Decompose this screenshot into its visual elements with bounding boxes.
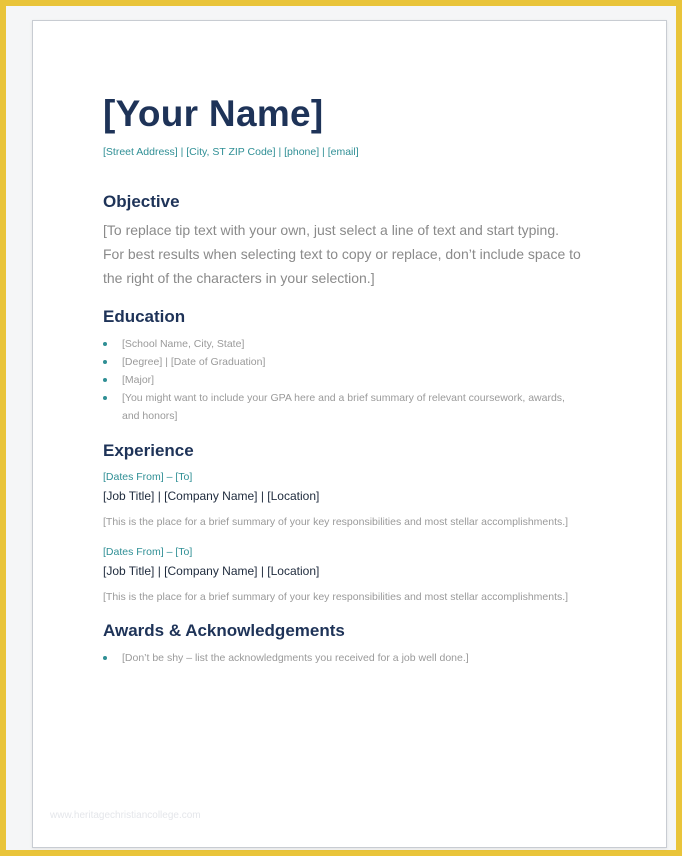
- contact-line[interactable]: [Street Address] | [City, ST ZIP Code] | [phone] | [email]: [103, 146, 359, 158]
- education-item-text: [You might want to include your GPA here and a brief summary of relevant coursework, awards, and honors]: [122, 392, 565, 422]
- job-summary[interactable]: [This is the place for a brief summary of your key responsibilities and most stellar accomplishments.]: [103, 516, 569, 528]
- bullet-icon: [103, 360, 107, 364]
- watermark-text: www.heritagechristiancollege.com: [50, 810, 201, 821]
- experience-entry: [103, 545, 583, 606]
- education-item-text: [Major]: [122, 374, 155, 386]
- education-item-text: [Degree] | [Date of Graduation]: [122, 356, 266, 368]
- awards-item-text: [Don’t be shy – list the acknowledgments you received for a job well done.]: [122, 652, 469, 664]
- job-dates[interactable]: [Dates From] – [To]: [103, 546, 193, 558]
- job-dates[interactable]: [Dates From] – [To]: [103, 471, 193, 483]
- education-item-gpa[interactable]: [103, 389, 583, 425]
- bullet-icon: [103, 378, 107, 382]
- resume-content: [103, 93, 583, 667]
- bullet-icon: [103, 396, 107, 400]
- job-title-line[interactable]: [Job Title] | [Company Name] | [Location]: [103, 489, 320, 503]
- education-item-major[interactable]: [103, 371, 583, 389]
- resume-name[interactable]: [Your Name]: [103, 93, 324, 134]
- education-heading: Education: [103, 307, 186, 326]
- experience-entry: [103, 470, 583, 531]
- awards-heading: Awards & Acknowledgements: [103, 621, 345, 640]
- bullet-icon: [103, 656, 107, 660]
- resume-page: [32, 20, 667, 848]
- experience-heading: Experience: [103, 441, 194, 460]
- education-item-degree[interactable]: [103, 353, 583, 371]
- job-summary[interactable]: [This is the place for a brief summary of your key responsibilities and most stellar accomplishments.]: [103, 591, 569, 603]
- page-frame: [6, 6, 676, 850]
- education-item-school[interactable]: [103, 335, 583, 353]
- objective-text[interactable]: [To replace tip text with your own, just select a line of text and start typing. For best results when selecting text to copy or replace, don’t include space to the right of the characters in your selection.]: [103, 222, 581, 286]
- education-item-text: [School Name, City, State]: [122, 338, 245, 350]
- job-title-line[interactable]: [Job Title] | [Company Name] | [Location]: [103, 564, 320, 578]
- awards-item[interactable]: [103, 649, 583, 667]
- awards-list: [103, 649, 583, 667]
- education-list: [103, 335, 583, 425]
- bullet-icon: [103, 342, 107, 346]
- objective-heading: Objective: [103, 192, 180, 211]
